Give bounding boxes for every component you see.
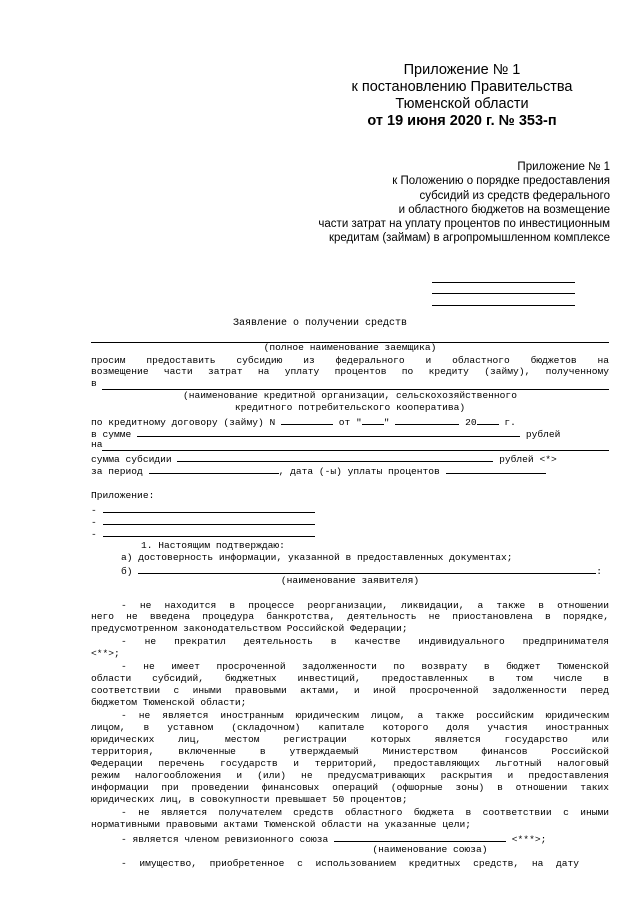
- request-line-1: просим предоставить субсидию из федерального и областного бюджетов на: [91, 355, 609, 366]
- attachment-field-3[interactable]: [103, 527, 315, 537]
- confirm-b-colon: :: [596, 566, 603, 577]
- contract-quote: ": [383, 417, 390, 428]
- confirm-b-label: б): [121, 566, 133, 577]
- header-reg-line-3: субсидий из средств федерального: [419, 189, 610, 202]
- para-3-line-3: соответствии с иными правовыми актами, и иной просроченной задолженности перед: [91, 685, 609, 696]
- header-reg-line-2: к Положению о порядке предоставления: [392, 175, 610, 188]
- addressee-line-1[interactable]: [432, 282, 575, 283]
- para-3-line-4: бюджетом Тюменской области;: [91, 697, 247, 708]
- para-4-line-5: Федерации перечень государств и территорий, предоставляющих льготный налоговый: [91, 758, 609, 769]
- para-4-line-3: юридических лиц, местом регистрации которых является государство или: [91, 734, 609, 745]
- contract-day-field[interactable]: [362, 415, 384, 425]
- contract-prefix: по кредитному договору (займу) N: [91, 417, 276, 428]
- for-prefix: на: [91, 439, 103, 450]
- amount-prefix: в сумме: [91, 429, 132, 440]
- form-title: Заявление о получении средств: [232, 318, 408, 329]
- creditor-caption-1: (наименование кредитной организации, сельскохозяйственного: [183, 390, 517, 401]
- period-field[interactable]: [149, 464, 279, 474]
- para-1-line-1: - не находится в процессе реорганизации, ликвидации, а также в отношении: [121, 600, 609, 611]
- attachment-dash-1: -: [91, 505, 97, 516]
- attachment-field-2[interactable]: [103, 515, 315, 525]
- contract-from: от ": [338, 417, 362, 428]
- contract-year: 20: [465, 417, 477, 428]
- contract-number-field[interactable]: [281, 415, 333, 425]
- period-dates-label: , дата (-ы) уплаты процентов: [278, 466, 440, 477]
- interest-dates-field[interactable]: [446, 464, 546, 474]
- attachment-field-1[interactable]: [103, 503, 315, 513]
- amount-field[interactable]: [137, 427, 520, 437]
- para-1-line-3: предусмотренном законодательством Российской Федерации;: [91, 623, 408, 634]
- para-2-line-1: - не прекратил деятельность в качестве индивидуального предпринимателя: [121, 636, 609, 647]
- subsidy-prefix: сумма субсидии: [91, 454, 172, 465]
- para-4-line-7: информации при проведении финансовых операций (офшорные зоны) в отношении таких: [91, 782, 609, 793]
- para-4-line-6: режим налогообложения и (или) не предусматривающих раскрытия и предоставления: [91, 770, 609, 781]
- subsidy-unit: рублей <*>: [499, 454, 557, 465]
- para-4-line-8: юридических лиц, в совокупности превышает 50 процентов;: [91, 794, 408, 805]
- contract-month-field[interactable]: [395, 415, 459, 425]
- amount-unit: рублей: [525, 429, 561, 440]
- confirm-heading: 1. Настоящим подтверждаю:: [141, 540, 285, 551]
- request-line-2: возмещение части затрат на уплату процентов по кредиту (займу), полученному: [91, 366, 609, 377]
- union-name-field[interactable]: [334, 832, 506, 842]
- amount-line: [91, 427, 560, 440]
- header-gov-line-3: Тюменской области: [395, 96, 529, 112]
- header-reg-line-5: части затрат на уплату процентов по инвестиционным: [318, 218, 610, 231]
- period-prefix: за период: [91, 466, 143, 477]
- header-gov-date-number: от 19 июня 2020 г. № 353-п: [367, 113, 557, 129]
- para-5-line-1: - не является получателем средств областного бюджета в соответствии с иными: [121, 807, 609, 818]
- para-7-line-1: - имущество, приобретенное с использованием кредитных средств, на дату: [121, 858, 579, 869]
- para-3-line-2: области субсидий, бюджетных инвестиций, предоставленных в том числе в: [91, 673, 609, 684]
- para-4-line-4: территория, включенные в утверждаемый Министерством финансов Российской: [91, 746, 609, 757]
- period-line: [91, 464, 546, 477]
- attachment-dash-3: -: [91, 529, 97, 540]
- borrower-caption: (полное наименование заемщика): [263, 342, 437, 353]
- attachment-dash-2: -: [91, 517, 97, 528]
- header-reg-line-6: кредитам (займам) в агропромышленном комплексе: [328, 232, 610, 245]
- addressee-line-2[interactable]: [432, 293, 575, 294]
- in-prefix: в: [91, 378, 97, 389]
- header-reg-line-1: Приложение № 1: [517, 161, 610, 173]
- header-government-resolution: [312, 62, 612, 130]
- para-5-line-2: нормативными правовыми актами Тюменской области на указанные цели;: [91, 819, 471, 830]
- para-4-line-1: - не является иностранным юридическим лицом, а также российским юридическим: [121, 710, 609, 721]
- addressee-line-3[interactable]: [432, 305, 575, 306]
- header-gov-line-1: Приложение № 1: [403, 62, 521, 78]
- attachment-item-3: [91, 527, 315, 540]
- para-4-line-2: лицом, в уставном (складочном) капитале которого доля участия иностранных: [91, 722, 609, 733]
- confirm-item-a: а) достоверность информации, указанной в предоставленных документах;: [121, 552, 513, 563]
- contract-year-field[interactable]: [477, 415, 499, 425]
- creditor-caption-2: кредитного потребительского кооператива): [234, 402, 466, 413]
- para-2-line-2: <**>;: [91, 648, 120, 659]
- header-regulation: [290, 160, 610, 246]
- para-1-line-2: него не введена процедура банкротства, деятельность не приостановлена в порядке,: [91, 611, 609, 622]
- para-6-ref: <***>;: [511, 834, 547, 845]
- union-caption: (наименование союза): [372, 844, 488, 855]
- applicant-caption: (наименование заявителя): [280, 575, 420, 586]
- contract-g: г.: [504, 417, 516, 428]
- para-3-line-1: - не имеет просроченной задолженности по возврату в бюджет Тюменской: [121, 661, 609, 672]
- purpose-field[interactable]: [102, 450, 609, 451]
- applicant-name-field[interactable]: [138, 564, 596, 574]
- attachment-label: Приложение:: [91, 490, 155, 501]
- header-gov-line-2: к постановлению Правительства: [351, 79, 573, 95]
- subsidy-amount-field[interactable]: [177, 452, 493, 462]
- header-reg-line-4: и областного бюджетов на возмещение: [398, 203, 610, 216]
- para-6-text: - является членом ревизионного союза: [121, 834, 329, 845]
